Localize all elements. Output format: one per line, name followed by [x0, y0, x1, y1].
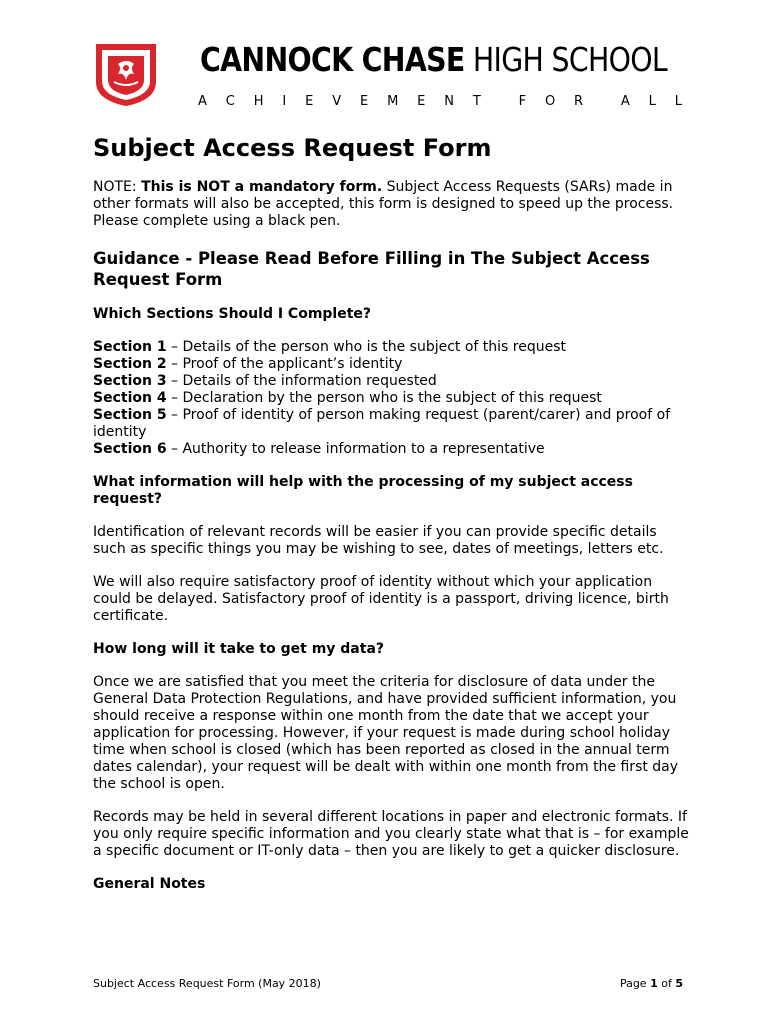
section-item — [93, 407, 693, 441]
note-rest: Subject Access Requests (SARs) made in other formats will also be accepted, this form is designed to speed up the process. Please complete using a black pen. — [93, 179, 674, 229]
page-of: of — [657, 977, 676, 990]
section-label: Section 6 — [93, 441, 167, 457]
page-prefix: Page — [619, 977, 651, 990]
page-number — [620, 977, 683, 991]
section-item — [93, 373, 693, 390]
page-current: 1 — [650, 977, 658, 990]
motto-letter: O — [544, 94, 556, 109]
section-description: – Declaration by the person who is the subject of this request — [166, 390, 602, 406]
section-description: – Proof of the applicant’s identity — [166, 356, 403, 372]
section-label: Section 5 — [93, 407, 167, 423]
school-crest-icon — [94, 42, 158, 108]
motto-letter: L — [674, 94, 682, 109]
school-name-bold: CANNOCK CHASE — [200, 40, 465, 79]
note-paragraph — [93, 179, 693, 230]
section-description: – Details of the person who is the subject of this request — [166, 339, 567, 355]
motto-letter: E — [305, 94, 314, 109]
school-name-regular: HIGH SCHOOL — [472, 40, 668, 79]
motto-letter: F — [518, 94, 527, 109]
section-label: Section 3 — [93, 373, 167, 389]
time-paragraph-1: Once we are satisfied that you meet the criteria for disclosure of data under the General Data Protection Regulations, and have provided sufficient information, you should receive a response within one month from the date that we accept your application for processing. However, if your request is made during school holiday time when school is closed (which has been reported as closed in the annual term dates calendar), your request will be dealt with within one month from the first day the school is open. — [93, 674, 679, 792]
section-description: – Authority to release information to a representative — [166, 441, 545, 457]
school-motto — [198, 92, 682, 112]
document-body — [93, 179, 693, 893]
section-item — [93, 339, 693, 356]
info-paragraph-2: We will also require satisfactory proof of identity without which your application could be delayed. Satisfactory proof of identity is a passport, driving licence, birth certificate. — [93, 574, 669, 624]
section-description: – Proof of identity of person making request (parent/carer) and proof of identity — [93, 407, 671, 440]
footer-document-name: Subject Access Request Form (May 2018) — [93, 977, 321, 990]
page-total: 5 — [675, 977, 683, 990]
motto-letter: H — [253, 94, 264, 109]
motto-letter: N — [444, 94, 454, 109]
motto-letter: E — [417, 94, 426, 109]
section-description: – Details of the information requested — [166, 373, 437, 389]
motto-letter: A — [198, 94, 207, 109]
motto-letter: I — [282, 94, 287, 109]
motto-letter: L — [648, 94, 656, 109]
motto-letter: E — [359, 94, 369, 109]
note-bold: This is NOT a mandatory form. — [141, 179, 383, 195]
section-item — [93, 356, 693, 373]
motto-letter: R — [574, 94, 584, 109]
motto-letter: A — [620, 94, 630, 109]
page-footer — [93, 977, 683, 991]
section-label: Section 2 — [93, 356, 167, 372]
section-label: Section 1 — [93, 339, 167, 355]
page-title: Subject Access Request Form — [93, 134, 492, 162]
time-paragraph-2: Records may be held in several different locations in paper and electronic formats. If you only require specific information and you clearly state what that is – for example a specific document or IT-only data – then you are likely to get a quicker disclosure. — [93, 809, 689, 859]
section-item — [93, 390, 693, 407]
motto-letter: V — [332, 94, 342, 109]
note-prefix: NOTE: — [93, 179, 142, 195]
section-item — [93, 441, 693, 458]
motto-letter: C — [225, 94, 235, 109]
motto-letter: T — [472, 94, 481, 109]
time-heading: How long will it take to get my data? — [93, 641, 385, 657]
guidance-heading: Guidance - Please Read Before Filling in The Subject Access Request Form — [93, 249, 650, 289]
sections-heading: Which Sections Should I Complete? — [93, 306, 372, 322]
info-heading: What information will help with the processing of my subject access request? — [93, 474, 633, 507]
section-label: Section 4 — [93, 390, 167, 406]
general-notes-heading: General Notes — [93, 876, 206, 892]
motto-letter: M — [387, 94, 399, 109]
info-paragraph-1: Identification of relevant records will be easier if you can provide specific details such as specific things you may be wishing to see, dates of meetings, letters etc. — [93, 524, 664, 557]
school-name — [200, 40, 667, 80]
sections-list — [93, 339, 693, 458]
